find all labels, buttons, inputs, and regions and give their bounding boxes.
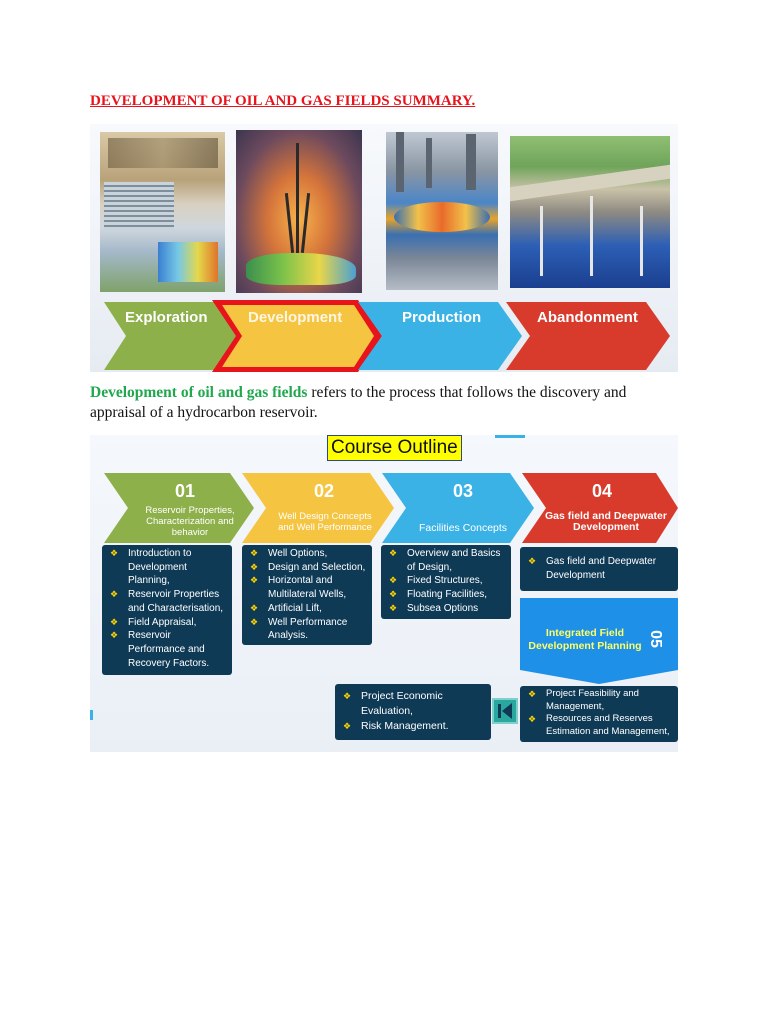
stage-label-development: Development — [248, 309, 343, 326]
lifecycle-banner — [90, 124, 678, 372]
topic-item: ❖ Resources and Reserves Estimation and Management, — [526, 713, 674, 738]
module-02-topics — [242, 545, 372, 645]
module-03-number: 03 — [452, 481, 474, 501]
topic-item: ❖ Risk Management. — [341, 719, 487, 734]
topic-item: ❖ Design and Selection, — [248, 561, 368, 575]
module-05-title: Integrated Field Development Planning — [528, 627, 642, 652]
topic-item: ❖ Reservoir Properties and Characterisation, — [108, 588, 228, 615]
module-04-number: 04 — [591, 481, 613, 501]
topic-item: ❖ Artificial Lift, — [248, 602, 368, 616]
module-05-number: 05 — [646, 630, 664, 648]
intro-text: refers to the process that follows the discovery and appraisal of a hydrocarbon reservoir. — [90, 384, 627, 421]
decor-mark — [90, 710, 93, 720]
topic-item: ❖ Reservoir Performance and Recovery Factors. — [108, 629, 228, 670]
module-04-topics — [520, 547, 678, 591]
production-facility-photo — [386, 132, 498, 290]
topic-item: ❖ Project Feasibility and Management, — [526, 688, 674, 713]
module-01-topics — [102, 545, 232, 675]
topic-item: ❖ Field Appraisal, — [108, 616, 228, 630]
intro-paragraph — [90, 383, 680, 423]
module-02-title: Well Design Concepts and Well Performance — [278, 511, 372, 533]
topic-item: ❖ Subsea Options — [387, 602, 507, 616]
stage-label-exploration: Exploration — [125, 309, 208, 326]
abandonment-photo — [510, 136, 670, 288]
intro-highlight: Development of oil and gas fields — [90, 384, 308, 401]
stage-label-production: Production — [402, 309, 482, 326]
module-01-number: 01 — [174, 481, 196, 501]
topic-item: ❖ Project Economic Evaluation, — [341, 689, 487, 719]
course-outline-title: Course Outline — [327, 435, 462, 461]
topic-item: ❖ Introduction to Development Planning, — [108, 547, 228, 588]
drilling-rig-photo — [236, 130, 362, 293]
topic-item: ❖ Horizontal and Multilateral Wells, — [248, 574, 368, 601]
economics-topics — [335, 684, 491, 740]
topic-item: ❖ Well Performance Analysis. — [248, 616, 368, 643]
module-02-number: 02 — [313, 481, 335, 501]
decor-dashes — [495, 435, 525, 438]
exploration-photo — [100, 132, 225, 292]
topic-item: ❖ Well Options, — [248, 547, 368, 561]
module-05-topics — [520, 686, 678, 742]
document-title: DEVELOPMENT OF OIL AND GAS FIELDS SUMMARY. — [90, 93, 476, 109]
topic-item: ❖ Fixed Structures, — [387, 574, 507, 588]
topic-item: ❖ Gas field and Deepwater Development — [526, 555, 674, 582]
module-03-title: Facilities Concepts — [418, 522, 508, 534]
topic-item: ❖ Overview and Basics of Design, — [387, 547, 507, 574]
stage-label-abandonment: Abandonment — [537, 309, 638, 326]
module-03-topics — [381, 545, 511, 619]
topic-item: ❖ Floating Facilities, — [387, 588, 507, 602]
back-arrow-icon — [492, 698, 518, 724]
module-01-title: Reservoir Properties, Characterization and behavior — [145, 505, 235, 538]
course-outline-panel — [90, 435, 678, 752]
module-04-title: Gas field and Deepwater Development — [545, 510, 667, 533]
